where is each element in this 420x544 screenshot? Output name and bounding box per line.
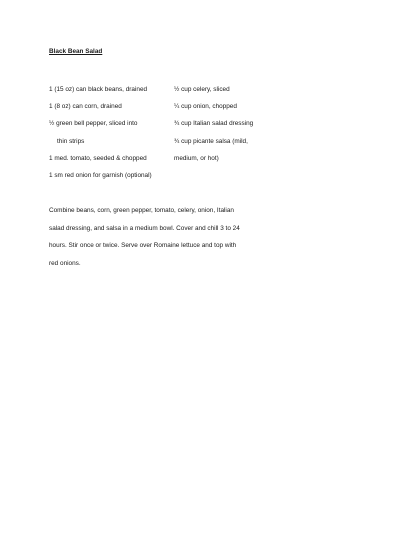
ingredient-item: ¼ cup onion, chopped <box>174 103 237 110</box>
ingredient-item: ¾ cup Italian salad dressing <box>174 120 254 127</box>
ingredient-item: 1 sm red onion for garnish (optional) <box>49 172 152 179</box>
ingredient-item: ¾ cup picante salsa (mild, <box>174 138 248 145</box>
recipe-title: Black Bean Salad <box>49 48 103 55</box>
ingredient-item: ½ green bell pepper, sliced into <box>49 120 138 127</box>
instructions-line: red onions. <box>49 260 81 267</box>
instructions-line: Combine beans, corn, green pepper, tomato, celery, onion, Italian <box>49 207 234 214</box>
instructions-line: salad dressing, and salsa in a medium bowl. Cover and chill 3 to 24 <box>49 225 240 232</box>
instructions-line: hours. Stir once or twice. Serve over Romaine lettuce and top with <box>49 242 237 249</box>
ingredient-item: 1 med. tomato, seeded & chopped <box>49 155 147 162</box>
ingredient-item-continuation: medium, or hot) <box>174 155 219 162</box>
ingredient-item-continuation: thin strips <box>57 138 85 145</box>
ingredient-item: 1 (8 oz) can corn, drained <box>49 103 122 110</box>
ingredient-item: 1 (15 oz) can black beans, drained <box>49 86 148 93</box>
ingredient-item: ½ cup celery, sliced <box>174 86 230 93</box>
